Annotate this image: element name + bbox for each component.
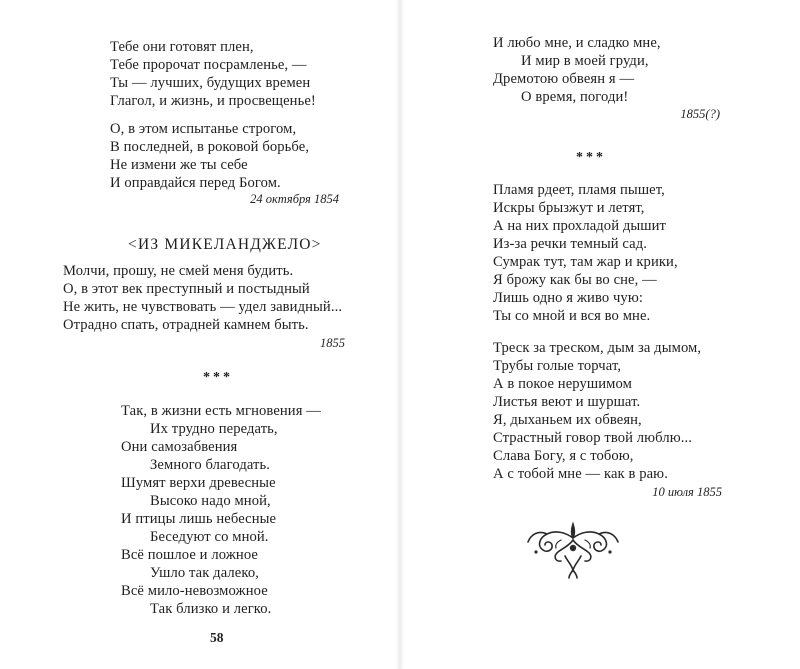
- poem-title: <ИЗ МИКЕЛАНДЖЕЛО>: [128, 236, 322, 253]
- verse-line: О время, погоди!: [521, 89, 629, 105]
- verse-line: И любо мне, и сладко мне,: [493, 35, 661, 51]
- verse-line: Они самозабвения: [121, 439, 238, 455]
- verse-line: Тебе они готовят плен,: [110, 39, 254, 55]
- verse-line: Молчи, прошу, не смей меня будить.: [63, 263, 294, 279]
- verse-line: Ты — лучших, будущих времен: [110, 75, 311, 91]
- verse-line: Листья веют и шуршат.: [493, 394, 641, 410]
- section-divider-stars: ***: [576, 150, 606, 165]
- verse-line: Из-за речки темный сад.: [493, 236, 648, 252]
- verse-line: Их трудно передать,: [150, 421, 278, 437]
- verse-line: Шумят верхи древесные: [121, 475, 276, 491]
- poem-date: 1855: [320, 336, 345, 350]
- verse-line: Искры брызжут и летят,: [493, 200, 645, 216]
- verse-line: Трубы голые торчат,: [493, 358, 622, 374]
- verse-line: О, в этот век преступный и постыдный: [63, 281, 310, 297]
- verse-line: Ты со мной и вся во мне.: [493, 308, 651, 324]
- verse-line: Беседуют со мной.: [150, 529, 269, 545]
- verse-line: Страстный говор твой люблю...: [493, 430, 692, 446]
- verse-line: Глагол, и жизнь, и просвещенье!: [110, 93, 316, 109]
- verse-line: Треск за треском, дым за дымом,: [493, 340, 702, 356]
- verse-line: Отрадно спать, отрадней камнем быть.: [63, 317, 309, 333]
- verse-line: Так, в жизни есть мгновения —: [121, 403, 321, 419]
- poem-date: 24 октября 1854: [250, 192, 339, 206]
- poem-date: 10 июля 1855: [652, 485, 722, 499]
- verse-line: А в покое нерушимом: [493, 376, 632, 392]
- verse-line: Всё мило-невозможное: [121, 583, 268, 599]
- verse-line: Не жить, не чувствовать — удел завидный...: [63, 299, 343, 315]
- poem-date: 1855(?): [680, 107, 720, 121]
- verse-line: Высоко надо мной,: [150, 493, 271, 509]
- verse-line: И птицы лишь небесные: [121, 511, 277, 527]
- verse-line: Дремотою обвеян я —: [493, 71, 635, 87]
- verse-line: А на них прохладой дышит: [493, 218, 667, 234]
- verse-line: Лишь одно я живо чую:: [493, 290, 643, 306]
- verse-line: В последней, в роковой борьбе,: [110, 139, 310, 155]
- verse-line: Всё пошлое и ложное: [121, 547, 258, 563]
- page-number: 58: [210, 630, 224, 645]
- section-divider-stars: ***: [203, 370, 233, 385]
- verse-line: И мир в моей груди,: [521, 53, 649, 69]
- verse-line: А с тобой мне — как в раю.: [493, 466, 668, 482]
- verse-line: Тебе пророчат посрамленье, —: [110, 57, 307, 73]
- verse-line: И оправдайся перед Богом.: [110, 175, 281, 191]
- floral-vignette-icon: [525, 518, 621, 580]
- verse-line: О, в этом испытанье строгом,: [110, 121, 297, 137]
- verse-line: Ушло так далеко,: [150, 565, 259, 581]
- verse-line: Я брожу как бы во сне, —: [493, 272, 657, 288]
- verse-line: Земного благодать.: [150, 457, 271, 473]
- verse-line: Слава Богу, я с тобою,: [493, 448, 634, 464]
- verse-line: Так близко и легко.: [150, 601, 272, 617]
- verse-line: Не измени же ты себе: [110, 157, 248, 173]
- verse-line: Сумрак тут, там жар и крики,: [493, 254, 678, 270]
- verse-line: Я, дыханьем их обвеян,: [493, 412, 642, 428]
- verse-line: Пламя рдеет, пламя пышет,: [493, 182, 665, 198]
